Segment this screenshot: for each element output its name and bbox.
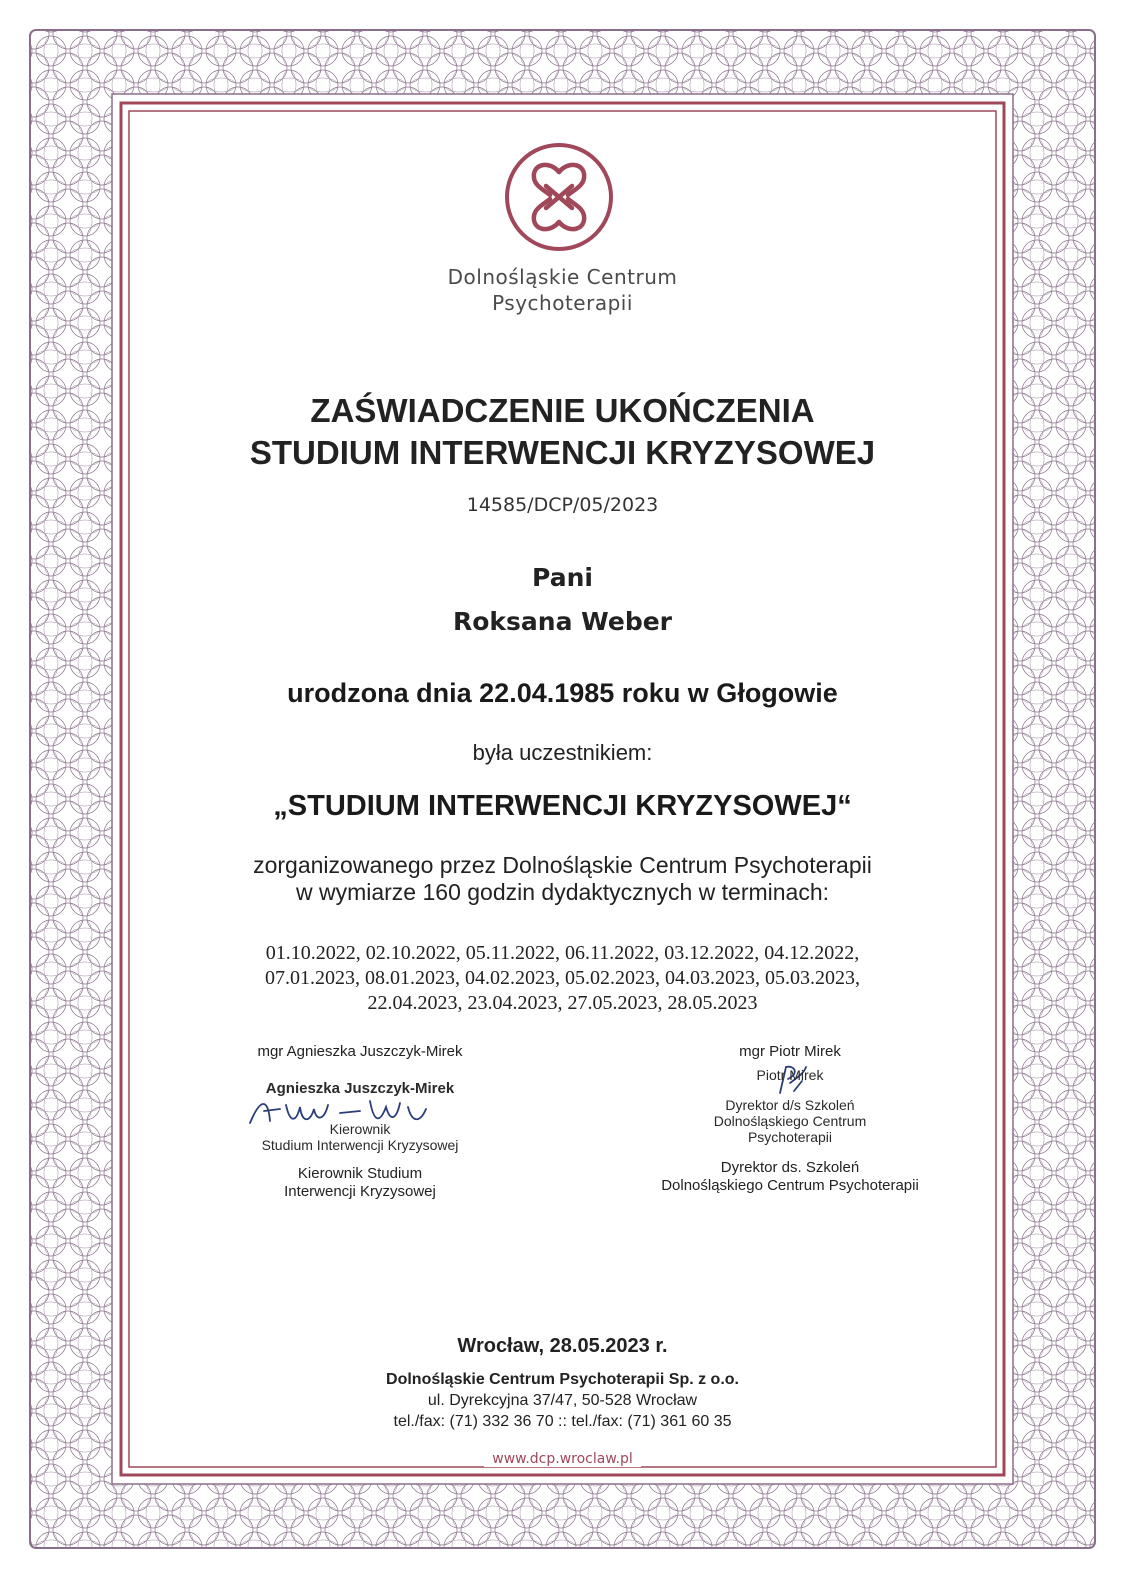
recipient-name: Roksana Weber	[453, 607, 672, 636]
footer-company: Dolnośląskie Centrum Psychoterapii Sp. z o.o.	[386, 1371, 739, 1388]
organized-by-line1: zorganizowanego przez Dolnośląskie Centrum Psychoterapii	[253, 852, 872, 878]
left-signatory-name: mgr Agnieszka Juszczyk-Mirek	[257, 1043, 463, 1060]
right-stamp-role3: Psychoterapii	[747, 1129, 833, 1145]
right-signatory-name: mgr Piotr Mirek	[739, 1043, 841, 1060]
left-stamp-role1: Kierownik	[329, 1121, 391, 1137]
left-role1: Kierownik Studium	[297, 1165, 423, 1182]
title-line2: STUDIUM INTERWENCJI KRYZYSOWEJ	[249, 434, 876, 471]
footer-address: ul. Dyrekcyjna 37/47, 50-528 Wrocław	[427, 1392, 698, 1409]
birth-line: urodzona dnia 22.04.1985 roku w Głogowie	[287, 678, 838, 708]
recipient-salutation: Pani	[532, 563, 593, 592]
intertwined-heart-knot-icon	[502, 140, 616, 254]
left-stamp-name: Agnieszka Juszczyk-Mirek	[265, 1080, 455, 1097]
organization-line2: Psychoterapii	[492, 291, 633, 315]
recipient	[0, 556, 1125, 644]
right-role2: Dolnośląskiego Centrum Psychoterapii	[661, 1177, 919, 1194]
organized-by	[0, 852, 1125, 906]
organized-by-line2: w wymiarze 160 godzin dydaktycznych w terminach:	[295, 879, 830, 905]
footer-phones: tel./fax: (71) 332 36 70 :: tel./fax: (71) 361 60 35	[393, 1413, 732, 1430]
signatory-left	[200, 1043, 520, 1201]
footer-website-wrap	[0, 1450, 1125, 1468]
right-role1: Dyrektor ds. Szkoleń	[720, 1159, 860, 1176]
dates-line1: 01.10.2022, 02.10.2022, 05.11.2022, 06.11.2022, 03.12.2022, 04.12.2022,	[265, 942, 860, 964]
dates-line3: 22.04.2023, 23.04.2023, 27.05.2023, 28.05.2023	[367, 992, 758, 1014]
right-stamp-name: Piotr Mirek	[756, 1067, 824, 1083]
course-name: „STUDIUM INTERWENCJI KRYZYSOWEJ“	[273, 790, 852, 822]
reference-number: 14585/DCP/05/2023	[466, 494, 659, 516]
participant-line: była uczestnikiem:	[472, 740, 653, 765]
organization-line1: Dolnośląskie Centrum	[447, 265, 678, 289]
signatory-right	[630, 1043, 950, 1195]
footer-contact	[0, 1369, 1125, 1432]
footer-website[interactable]: www.dcp.wroclaw.pl	[484, 1451, 640, 1467]
dates-line2: 07.01.2023, 08.01.2023, 04.02.2023, 05.02.2023, 04.03.2023, 05.03.2023,	[265, 967, 860, 989]
right-stamp-role2: Dolnośląskiego Centrum	[713, 1113, 867, 1129]
right-stamp-role1: Dyrektor d/s Szkoleń	[725, 1097, 855, 1113]
left-role2: Interwencji Kryzysowej	[284, 1183, 436, 1200]
place-and-date: Wrocław, 28.05.2023 r.	[457, 1335, 668, 1357]
left-stamp-role2: Studium Interwencji Kryzysowej	[261, 1137, 459, 1153]
title-line1: ZAŚWIADCZENIE UKOŃCZENIA	[310, 392, 815, 429]
session-dates	[0, 941, 1125, 1016]
certificate-title	[0, 390, 1125, 474]
organization-name	[0, 264, 1125, 316]
